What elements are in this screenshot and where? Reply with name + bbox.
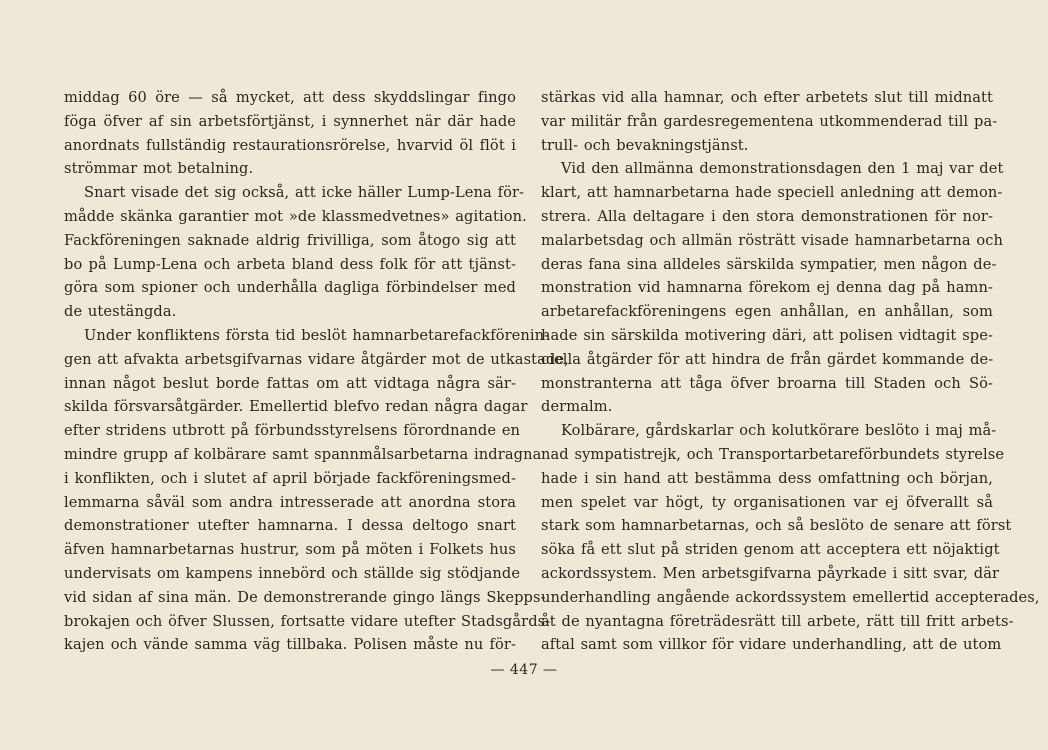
text-line: skilda försvarsåtgärder. Emellertid blefvo redan några dagar bbox=[64, 398, 528, 416]
text-line: innan något beslut borde fattas om att vidtaga några sär- bbox=[64, 374, 516, 392]
page-number: — 447 — bbox=[490, 662, 558, 678]
text-line: dermalm. bbox=[541, 398, 613, 416]
text-line: arbetarefackföreningens egen anhållan, en anhållan, som bbox=[541, 303, 993, 321]
text-line: kajen och vände samma väg tillbaka. Polisen måste nu för- bbox=[64, 636, 516, 654]
text-line: brokajen och öfver Slussen, fortsatte vidare utefter Stadsgårds- bbox=[64, 612, 551, 630]
text-line: strera. Alla deltagare i den stora demonstrationen för nor- bbox=[541, 207, 993, 225]
text-line: stark som hamnarbetarnas, och så beslöto de senare att först bbox=[541, 517, 1012, 535]
text-line: föga öfver af sin arbetsförtjänst, i synnerhet när där hade bbox=[64, 112, 516, 130]
text-line: middag 60 öre — så mycket, att dess skyddslingar fingo bbox=[64, 89, 516, 106]
text-line: anordnats fullständig restaurationsrörelse, hvarvid öl flöt i bbox=[64, 136, 516, 154]
text-line: Kolbärare, gårdskarlar och kolutkörare beslöto i maj må- bbox=[561, 422, 997, 440]
text-line: stärkas vid alla hamnar, och efter arbetets slut till midnatt bbox=[541, 89, 993, 106]
text-line: nad sympatistrejk, och Transportarbetareförbundets styrelse bbox=[541, 445, 1005, 463]
text-line: trull- och bevakningstjänst. bbox=[541, 136, 749, 154]
text-line: vid sidan af sina män. De demonstrerande gingo längs Skepps- bbox=[64, 588, 546, 606]
text-line: undervisats om kampens innebörd och ställde sig stödjande bbox=[64, 564, 521, 582]
text-line: hade i sin hand att bestämma dess omfattning och början, bbox=[541, 469, 993, 487]
text-line: deras fana sina alldeles särskilda sympatier, men någon de- bbox=[541, 255, 997, 273]
text-line: var militär från gardesregementena utkommenderad till pa- bbox=[541, 112, 998, 130]
text-line: mådde skänka garantier mot »de klassmedvetnes» agitation. bbox=[64, 207, 527, 225]
text-line: underhandling angående ackordssystem emellertid accepterades, bbox=[541, 588, 1040, 606]
text-line: men spelet var högt, ty organisationen var ej öfverallt så bbox=[541, 493, 993, 511]
text-line: efter stridens utbrott på förbundsstyrelsens förordnande en bbox=[64, 422, 521, 440]
text-line: bo på Lump-Lena och arbeta bland dess folk för att tjänst- bbox=[64, 255, 516, 273]
text-line: klart, att hamnarbetarna hade speciell anledning att demon- bbox=[541, 184, 1003, 202]
text-line: ciella åtgärder för att hindra de från gärdet kommande de- bbox=[541, 350, 994, 368]
text-line: ackordssystem. Men arbetsgifvarna påyrkade i sitt svar, där bbox=[541, 564, 1000, 582]
text-line: Fackföreningen saknade aldrig frivilliga, som åtogo sig att bbox=[64, 231, 516, 249]
text-line: äfven hamnarbetarnas hustrur, som på möten i Folkets hus bbox=[64, 541, 516, 559]
text-line: aftal samt som villkor för vidare underhandling, att de utom bbox=[541, 636, 1002, 654]
text-line: mindre grupp af kolbärare samt spannmålsarbetarna indragna bbox=[64, 445, 542, 463]
text-line: Vid den allmänna demonstrationsdagen den 1 maj var det bbox=[561, 160, 1004, 178]
text-line: monstration vid hamnarna förekom ej denna dag på hamn- bbox=[541, 279, 993, 297]
text-line: Snart visade det sig också, att icke häller Lump-Lena för- bbox=[84, 184, 525, 202]
text-line: gen att afvakta arbetsgifvarnas vidare åtgärder mot de utkastade, bbox=[64, 350, 569, 368]
text-line: strömmar mot betalning. bbox=[64, 160, 254, 178]
text-line: åt de nyantagna företrädesrätt till arbete, rätt till fritt arbets- bbox=[541, 612, 1014, 630]
text-line: i konflikten, och i slutet af april började fackföreningsmed- bbox=[64, 469, 516, 487]
text-line: monstranterna att tåga öfver broarna till Staden och Sö- bbox=[541, 374, 993, 392]
text-line: hade sin särskilda motivering däri, att polisen vidtagit spe- bbox=[541, 326, 993, 344]
text-line: demonstrationer utefter hamnarna. I dessa deltogo snart bbox=[64, 517, 516, 535]
text-line: söka få ett slut på striden genom att acceptera ett nöjaktigt bbox=[541, 541, 1000, 559]
text-line: lemmarna såväl som andra intresserade att anordna stora bbox=[64, 493, 516, 511]
text-line: malarbetsdag och allmän rösträtt visade hamnarbetarna och bbox=[541, 231, 1004, 249]
text-line: Under konfliktens första tid beslöt hamnarbetarefackförenin- bbox=[84, 326, 550, 344]
left-text-column bbox=[64, 86, 569, 657]
right-text-column bbox=[541, 86, 1040, 657]
text-line: göra som spioner och underhålla dagliga förbindelser med bbox=[64, 279, 516, 297]
text-line: de utestängda. bbox=[64, 303, 177, 321]
